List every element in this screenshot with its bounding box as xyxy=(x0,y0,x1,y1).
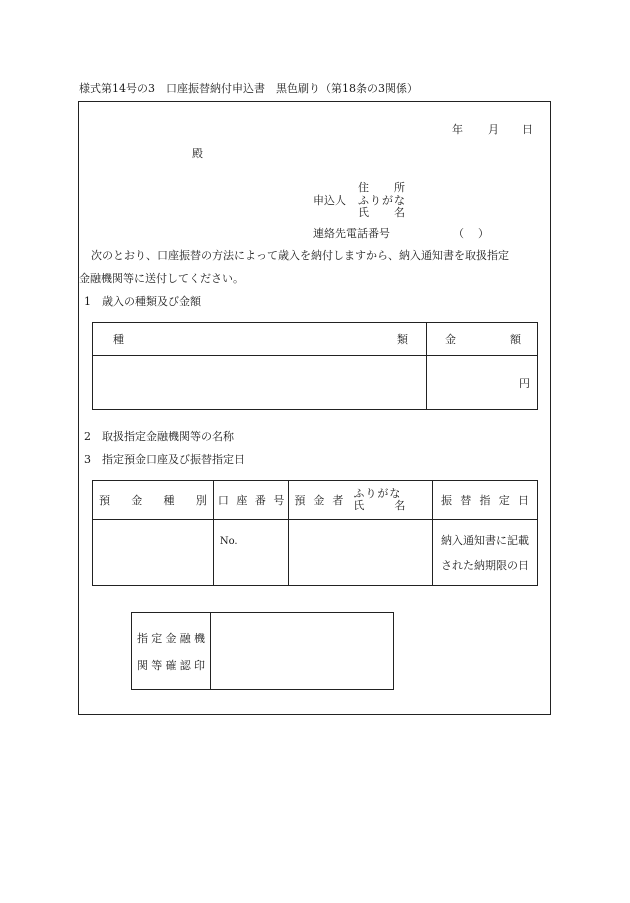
seal-label-char: 関 xyxy=(137,658,148,672)
revenue-table xyxy=(92,322,538,410)
revenue-kind-header xyxy=(93,323,427,356)
phone-label: 連絡先電話番号 xyxy=(313,227,390,240)
seal-label-char: 定 xyxy=(151,631,163,645)
applicant-furigana: ふりがな xyxy=(358,194,406,207)
account-table xyxy=(92,480,538,586)
holder-furigana: ふりがな xyxy=(353,487,402,500)
account-number-char: 座 xyxy=(236,494,248,507)
yen-unit: 円 xyxy=(519,376,530,390)
due-note-char: 限 xyxy=(496,559,507,572)
account-holder-header xyxy=(289,481,433,520)
seal-label-char: 認 xyxy=(179,658,191,672)
section3-heading: 3 指定預金口座及び振替指定日 xyxy=(84,453,245,466)
due-note-char: 納 xyxy=(441,534,452,547)
addressee-suffix: 殿 xyxy=(192,147,203,160)
transfer-day-char: 指 xyxy=(479,494,491,507)
applicant-label: 申込人 xyxy=(313,194,346,207)
transfer-day-char: 替 xyxy=(460,494,472,507)
seal-label-char: 印 xyxy=(194,658,205,672)
body-text-line1: 次のとおり、口座振替の方法によって歳入を納付しますから、納入通知書を取扱指定 xyxy=(91,249,509,262)
phone-paren-close: ） xyxy=(478,227,489,240)
due-note-char: の xyxy=(507,559,518,572)
deposit-type-header xyxy=(93,481,214,520)
due-note-char: れ xyxy=(452,559,463,572)
seal-box xyxy=(131,612,394,690)
section2-heading: 2 取扱指定金融機関等の名称 xyxy=(84,430,234,443)
applicant-name-char1: 氏 xyxy=(358,206,369,219)
date-year-label: 年 xyxy=(452,123,463,136)
revenue-amount-char1: 金 xyxy=(445,333,456,346)
due-note-char: 知 xyxy=(474,534,485,547)
holder-char: 預 xyxy=(294,494,306,507)
holder-name-char2: 名 xyxy=(394,499,406,512)
due-note-char: 日 xyxy=(518,559,529,572)
due-note-char: 入 xyxy=(452,534,463,547)
date-month-label: 月 xyxy=(488,123,499,136)
applicant-address-char2: 所 xyxy=(394,181,405,194)
due-note-char: 通 xyxy=(463,534,474,547)
seal-label-char: 機 xyxy=(194,631,205,645)
revenue-amount-header xyxy=(427,323,538,356)
revenue-kind-cell xyxy=(93,356,427,410)
account-number-char: 番 xyxy=(254,494,266,507)
seal-label-char: 指 xyxy=(137,631,148,645)
seal-stamp-area xyxy=(211,613,394,690)
transfer-day-header xyxy=(433,481,538,520)
due-note-char: に xyxy=(496,534,507,547)
body-text-line2: 金融機関等に送付してください。 xyxy=(79,272,244,285)
section1-heading: 1 歳入の種類及び金額 xyxy=(84,295,201,308)
due-note-char: 記 xyxy=(507,534,518,547)
transfer-day-char: 日 xyxy=(518,494,529,507)
date-day-label: 日 xyxy=(522,123,533,136)
due-note-char: さ xyxy=(441,559,452,572)
due-note-char: た xyxy=(463,559,474,572)
phone-paren-open: （ xyxy=(453,227,464,240)
account-holder-cell xyxy=(289,520,433,586)
transfer-day-char: 振 xyxy=(441,494,452,507)
holder-char: 者 xyxy=(332,494,344,507)
seal-box-label xyxy=(132,613,211,690)
holder-char: 金 xyxy=(313,494,325,507)
account-number-char: 号 xyxy=(273,494,285,507)
seal-label-char: 金 xyxy=(165,631,177,645)
due-note-char: 期 xyxy=(485,559,496,572)
account-number-header xyxy=(213,481,289,520)
due-note-char: 載 xyxy=(518,534,529,547)
seal-label-char: 確 xyxy=(165,658,177,672)
applicant-address-char1: 住 xyxy=(358,181,369,194)
seal-label-char: 等 xyxy=(151,658,163,672)
form-title: 様式第14号の3 口座振替納付申込書 黒色刷り（第18条の3関係） xyxy=(79,82,418,95)
account-number-char: 口 xyxy=(217,494,229,507)
deposit-type-char: 別 xyxy=(195,494,207,507)
transfer-day-cell xyxy=(433,520,538,586)
seal-label-char: 融 xyxy=(179,631,191,645)
revenue-amount-char2: 額 xyxy=(510,333,521,346)
transfer-day-char: 定 xyxy=(498,494,510,507)
account-number-prefix: No. xyxy=(219,536,238,547)
deposit-type-char: 預 xyxy=(99,494,110,507)
revenue-amount-cell xyxy=(427,356,538,410)
applicant-name-char2: 名 xyxy=(394,206,405,219)
deposit-type-char: 種 xyxy=(163,494,175,507)
account-number-cell xyxy=(213,520,289,586)
due-note-char: 書 xyxy=(485,534,496,547)
revenue-kind-char2: 類 xyxy=(397,333,408,346)
deposit-type-char: 金 xyxy=(131,494,143,507)
deposit-type-cell xyxy=(93,520,214,586)
holder-name-char1: 氏 xyxy=(353,499,365,512)
due-note-char: 納 xyxy=(474,559,485,572)
revenue-kind-char1: 種 xyxy=(113,333,124,346)
